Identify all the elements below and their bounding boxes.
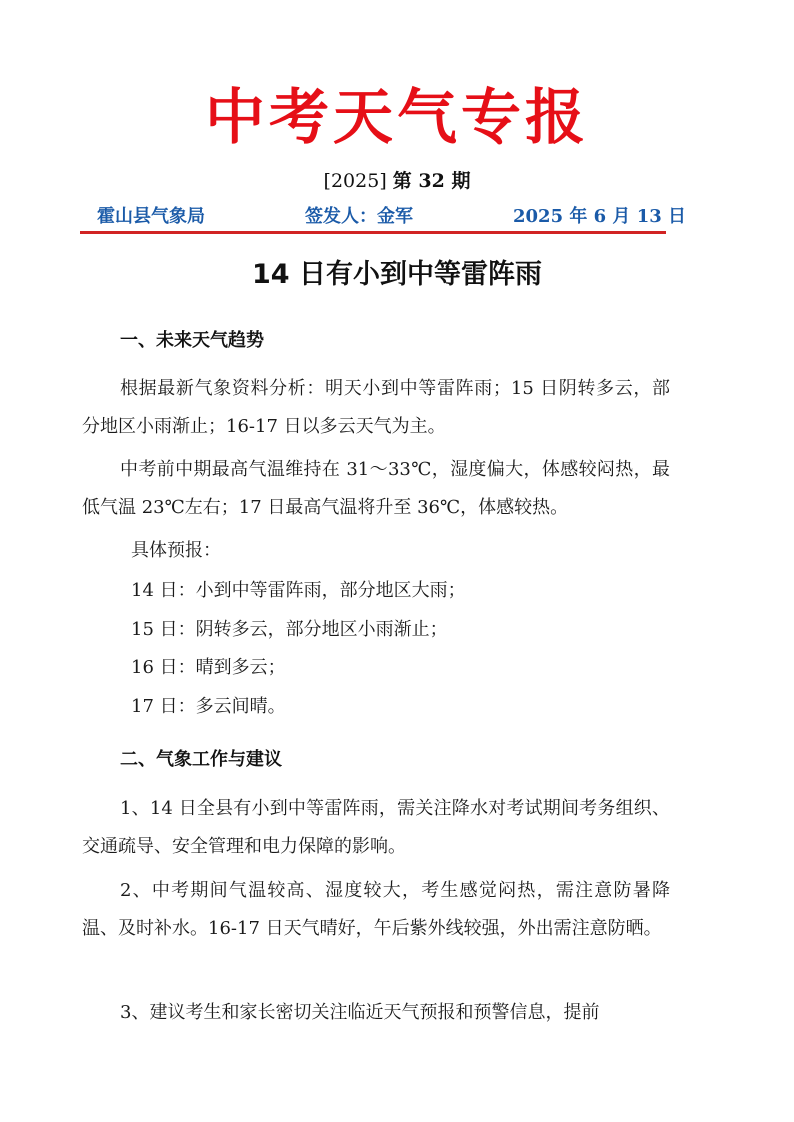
section2-paragraph: 1、14 日全县有小到中等雷阵雨，需关注降水对考试期间考务组织、交通疏导、安全管理和电力保障的影响。 (82, 798, 670, 857)
issue-line (0, 166, 794, 196)
forecast-item: 14 日：小到中等雷阵雨，部分地区大雨； (131, 580, 466, 601)
forecast-intro: 具体预报： (131, 540, 221, 561)
section2-paragraph: 2、中考期间气温较高、湿度较大，考生感觉闷热，需注意防暑降温、及时补水。16-17 日天气晴好，午后紫外线较强，外出需注意防晒。 (82, 880, 670, 939)
report-headline: 14 日有小到中等雷阵雨 (252, 259, 542, 290)
section-title-weather-trend: 一、未来天气趋势 (120, 330, 264, 351)
issue-year: [2025] (323, 170, 387, 192)
section1-paragraph: 中考前中期最高气温维持在 31～33℃，湿度偏大，体感较闷热，最低气温 23℃左右；17 日最高气温将升至 36℃，体感较热。 (82, 459, 670, 518)
section2-paragraph: 3、建议考生和家长密切关注临近天气预报和预警信息，提前 (120, 1002, 600, 1023)
forecast-item: 16 日：晴到多云； (131, 657, 286, 678)
issuing-organization: 霍山县气象局 (97, 206, 205, 227)
section1-paragraph: 根据最新气象资料分析：明天小到中等雷阵雨；15 日阴转多云，部分地区小雨渐止；16-17 日以多云天气为主。 (82, 378, 670, 437)
bulletin-banner-title: 中考天气专报 (205, 83, 589, 153)
forecast-item: 15 日：阴转多云，部分地区小雨渐止； (131, 619, 448, 640)
section-title-suggestions: 二、气象工作与建议 (120, 749, 282, 770)
header-divider (80, 231, 666, 234)
forecast-item: 17 日：多云间晴。 (131, 696, 286, 717)
signer: 签发人：金军 (305, 206, 413, 227)
issue-date: 2025 年 6 月 13 日 (513, 206, 687, 227)
issue-number: 第 32 期 (392, 170, 471, 192)
